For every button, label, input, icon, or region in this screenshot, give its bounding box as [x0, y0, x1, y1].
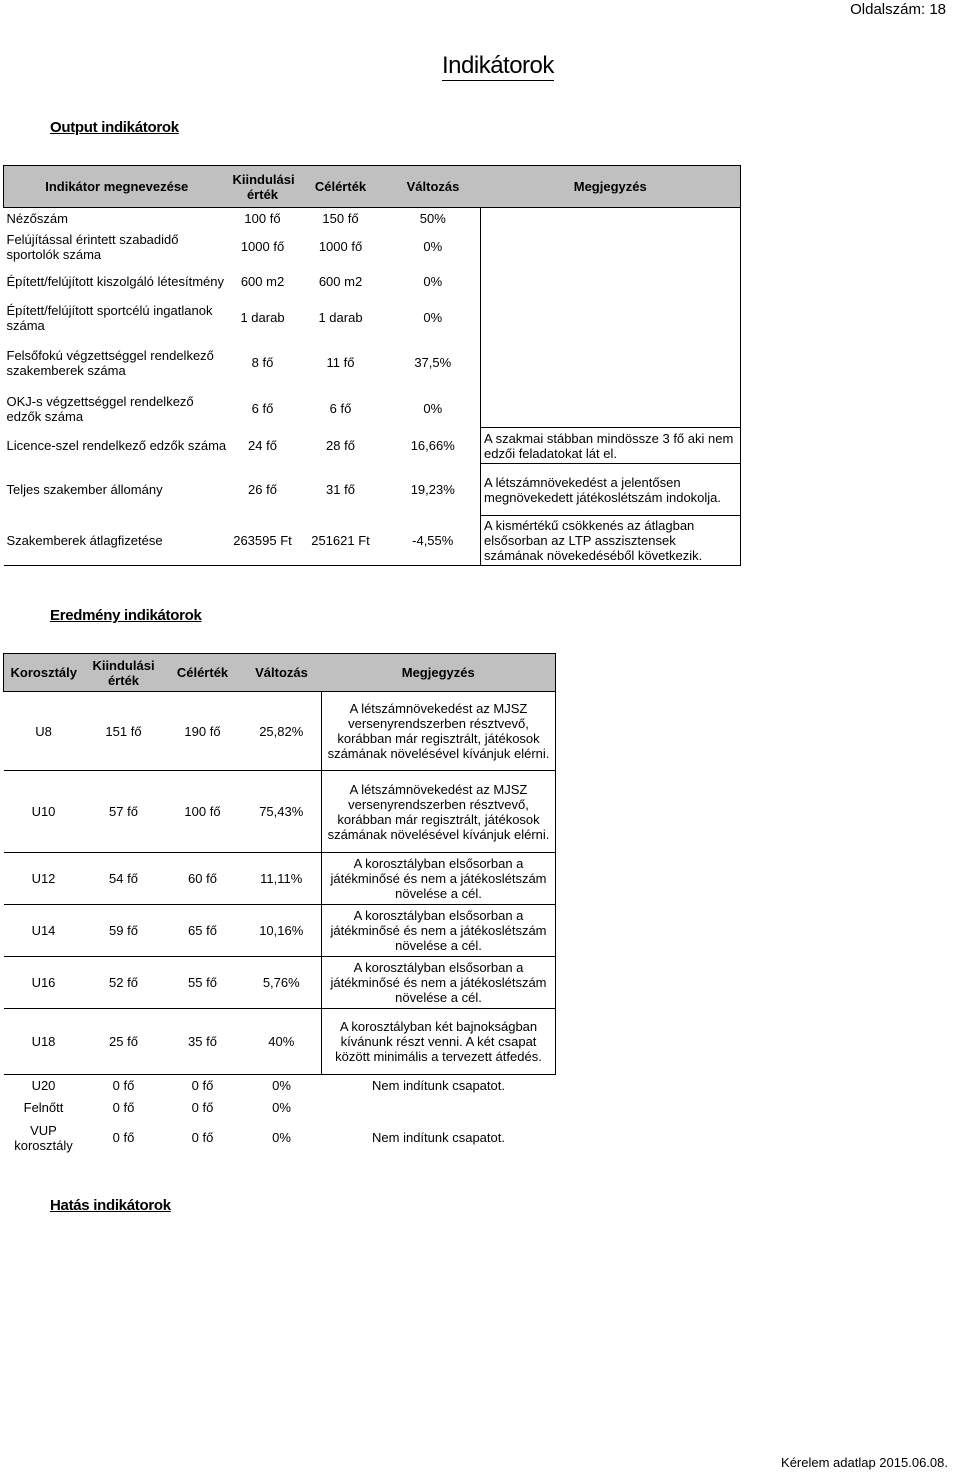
- start-value: 1000 fő: [240, 239, 285, 254]
- note: [481, 300, 741, 336]
- note: [481, 390, 741, 428]
- change-value: 25,82%: [242, 692, 322, 771]
- age-group: U12: [4, 853, 84, 905]
- table-row: [4, 853, 556, 905]
- header-age-group: Korosztály: [4, 654, 84, 692]
- table-row: [4, 957, 556, 1009]
- start-value: 1 darab: [240, 310, 285, 325]
- target-value: 6 fő: [329, 401, 352, 416]
- header-note: Megjegyzés: [322, 654, 556, 692]
- start-value: 59 fő: [84, 905, 164, 957]
- note: [481, 230, 741, 264]
- output-indicators-title: Output indikátorok: [50, 119, 179, 136]
- start-value: 0 fő: [112, 1078, 135, 1094]
- indicator-name: OKJ-s végzettséggel rendelkező edzők száma: [6, 393, 194, 424]
- target-value: 28 fő: [326, 438, 355, 453]
- change-value: 0%: [272, 1078, 291, 1094]
- change-value: 0%: [423, 239, 443, 254]
- change-value: 75,43%: [242, 771, 322, 853]
- change-value: 37,5%: [414, 355, 452, 370]
- start-value: 57 fő: [84, 771, 164, 853]
- table-row: [4, 905, 556, 957]
- note: A létszámnövekedést a jelentősen megnövekedett játékoslétszám indokolja.: [481, 464, 741, 516]
- table-row: [4, 208, 741, 230]
- change-value: 0%: [423, 401, 443, 416]
- start-value: 600 m2: [240, 274, 285, 289]
- change-value: -4,55%: [386, 516, 481, 566]
- target-value: 1000 fő: [318, 239, 363, 254]
- table-row: [4, 516, 741, 566]
- target-value: 0 fő: [191, 1078, 214, 1094]
- note: A szakmai stábban mindössze 3 fő aki nem edzői feladatokat lát el.: [481, 428, 741, 464]
- result-indicators-title: Eredmény indikátorok: [50, 607, 202, 624]
- indicator-name: Felújítással érintett szabadidő sportolók száma: [6, 231, 179, 262]
- note: [322, 1097, 556, 1119]
- target-value: 11 fő: [326, 355, 355, 370]
- indicator-name: Épített/felújított sportcélú ingatlanok száma: [6, 302, 213, 333]
- header-start-value: Kiindulási érték: [230, 166, 296, 208]
- header-change: Változás: [386, 166, 481, 208]
- change-value: 0%: [272, 1100, 291, 1115]
- note: [481, 208, 741, 230]
- table-header-row: [4, 654, 556, 692]
- start-value: 8 fő: [251, 355, 274, 370]
- table-row: [4, 1009, 556, 1075]
- note: A korosztályban két bajnokságban kívánunk részt venni. A két csapat között minimális a tervezett átfedés.: [322, 1009, 556, 1075]
- change-value: 40%: [242, 1009, 322, 1075]
- change-value: 0%: [423, 274, 443, 289]
- note: Nem indítunk csapatot.: [372, 1078, 505, 1094]
- age-group: U20: [31, 1078, 56, 1094]
- note: A korosztályban elsősorban a játékminősé és nem a játékoslétszám növelése a cél.: [322, 905, 556, 957]
- result-indicators-table: [3, 653, 556, 1157]
- note: A létszámnövekedést az MJSZ versenyrendszerben résztvevő, korábban már regisztrált, játékosok számának növelésével kívánjuk elérni.: [322, 692, 556, 771]
- change-value: 19,23%: [410, 482, 455, 497]
- age-group: U14: [4, 905, 84, 957]
- change-value: 16,66%: [410, 438, 455, 453]
- indicator-name: Épített/felújított kiszolgáló létesítmény: [6, 274, 224, 289]
- change-value: 0%: [423, 310, 443, 325]
- target-value: 190 fő: [164, 692, 242, 771]
- start-value: 6 fő: [251, 401, 274, 416]
- main-title: Indikátorok: [442, 52, 554, 79]
- start-value: 0 fő: [112, 1100, 135, 1115]
- indicator-name: Teljes szakember állomány: [6, 482, 163, 497]
- age-group: U16: [4, 957, 84, 1009]
- start-value: 26 fő: [248, 482, 277, 497]
- note: A korosztályban elsősorban a játékminősé és nem a játékoslétszám növelése a cél.: [322, 853, 556, 905]
- header-indicator-name: Indikátor megnevezése: [4, 166, 230, 208]
- target-value: 150 fő: [322, 211, 359, 227]
- start-value: 24 fő: [248, 438, 277, 453]
- target-value: 600 m2: [318, 274, 363, 289]
- note: A létszámnövekedést az MJSZ versenyrendszerben résztvevő, korábban már regisztrált, játékosok számának növelésével kívánjuk elérni.: [322, 771, 556, 853]
- table-row: [4, 230, 741, 264]
- change-value: 11,11%: [242, 853, 322, 905]
- change-value: 5,76%: [242, 957, 322, 1009]
- output-indicators-table: [3, 165, 741, 566]
- change-value: 50%: [419, 211, 446, 227]
- change-value: 0%: [272, 1130, 291, 1145]
- age-group: VUP korosztály: [14, 1122, 73, 1153]
- age-group: Felnőtt: [23, 1100, 64, 1115]
- start-value: 54 fő: [84, 853, 164, 905]
- age-group: U10: [4, 771, 84, 853]
- target-value: 60 fő: [164, 853, 242, 905]
- indicator-name: Nézőszám: [6, 211, 68, 227]
- table-row: [4, 1119, 556, 1157]
- note: A kismértékű csökkenés az átlagban elsősorban az LTP asszisztensek számának növekedéséből következik.: [481, 516, 741, 566]
- table-row: [4, 1097, 556, 1119]
- page-number: Oldalszám: 18: [850, 1, 946, 18]
- table-row: [4, 771, 556, 853]
- note: Nem indítunk csapatot.: [372, 1130, 505, 1145]
- header-start-value: Kiindulási érték: [84, 654, 164, 692]
- indicator-name: Felsőfokú végzettséggel rendelkező szakemberek száma: [6, 347, 214, 378]
- table-row: [4, 464, 741, 516]
- target-value: 100 fő: [164, 771, 242, 853]
- table-row: [4, 300, 741, 336]
- target-value: 1 darab: [318, 310, 363, 325]
- start-value: 100 fő: [244, 211, 281, 227]
- start-value: 151 fő: [84, 692, 164, 771]
- target-value: 251621 Ft: [296, 516, 386, 566]
- table-row: [4, 428, 741, 464]
- target-value: 55 fő: [164, 957, 242, 1009]
- table-row: [4, 1075, 556, 1097]
- start-value: 25 fő: [84, 1009, 164, 1075]
- note: [481, 336, 741, 390]
- start-value: 263595 Ft: [230, 516, 296, 566]
- table-row: [4, 390, 741, 428]
- change-value: 10,16%: [242, 905, 322, 957]
- table-row: [4, 692, 556, 771]
- target-value: 35 fő: [164, 1009, 242, 1075]
- target-value: 0 fő: [191, 1100, 214, 1115]
- indicator-name: Licence-szel rendelkező edzők száma: [6, 438, 227, 453]
- table-row: [4, 336, 741, 390]
- start-value: 0 fő: [112, 1130, 135, 1145]
- table-header-row: [4, 166, 741, 208]
- header-target-value: Célérték: [296, 166, 386, 208]
- target-value: 31 fő: [326, 482, 355, 497]
- header-note: Megjegyzés: [481, 166, 741, 208]
- header-target-value: Célérték: [164, 654, 242, 692]
- indicator-name: Szakemberek átlagfizetése: [4, 516, 230, 566]
- age-group: U18: [4, 1009, 84, 1075]
- table-row: [4, 264, 741, 300]
- note: [481, 264, 741, 300]
- note: A korosztályban elsősorban a játékminősé és nem a játékoslétszám növelése a cél.: [322, 957, 556, 1009]
- age-group: U8: [4, 692, 84, 771]
- footer-text: Kérelem adatlap 2015.06.08.: [781, 1455, 948, 1470]
- target-value: 0 fő: [191, 1130, 214, 1145]
- header-change: Változás: [242, 654, 322, 692]
- target-value: 65 fő: [164, 905, 242, 957]
- impact-indicators-title: Hatás indikátorok: [50, 1197, 171, 1214]
- start-value: 52 fő: [84, 957, 164, 1009]
